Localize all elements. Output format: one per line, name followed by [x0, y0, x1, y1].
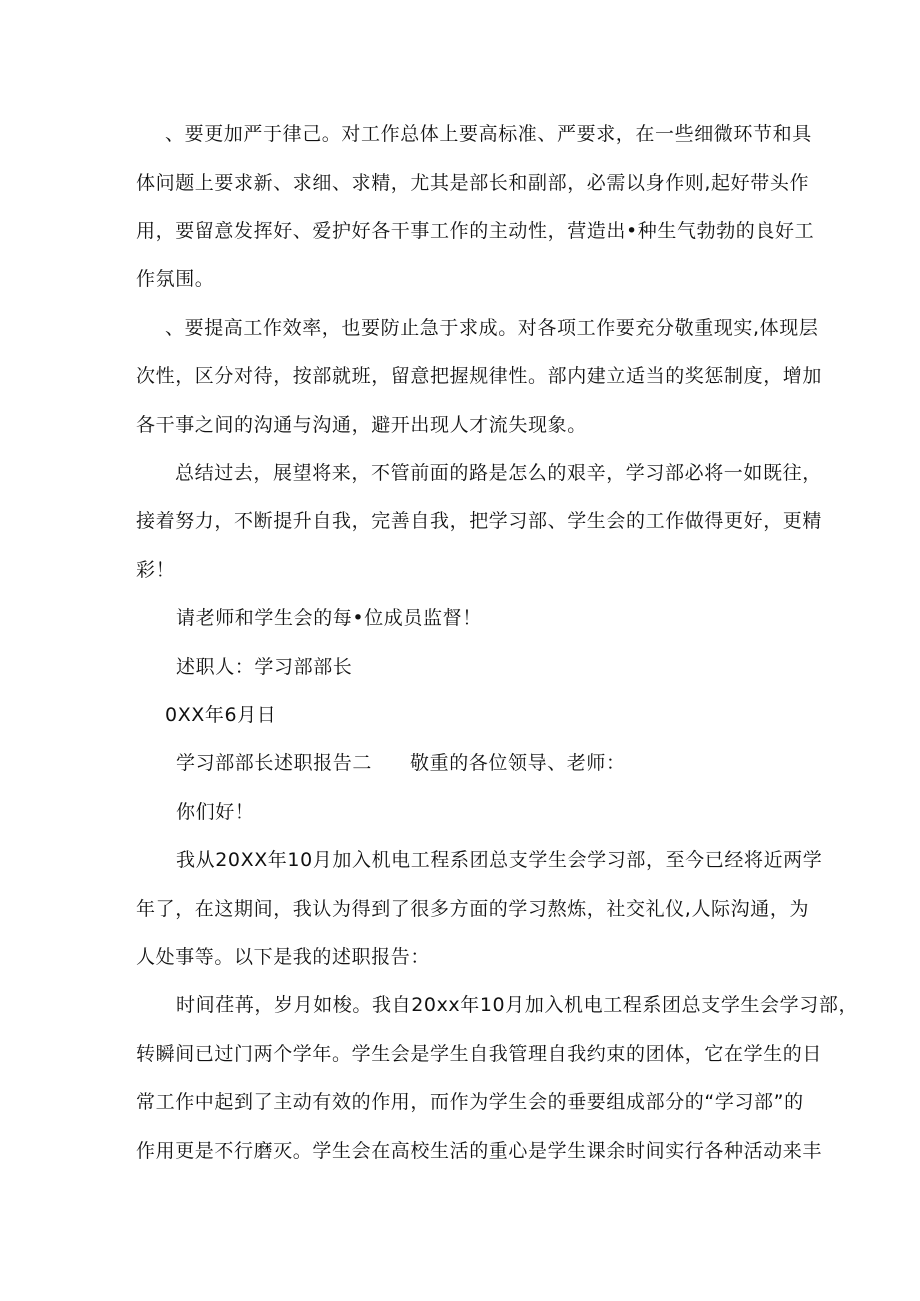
paragraph-10-line-3: 常工作中起到了主动有效的作用，而作为学生会的垂要组成部分的“学习部”的 — [136, 1091, 804, 1113]
date-line: 0XX年6月日 — [165, 704, 277, 726]
paragraph-3-line-3: 彩！ — [136, 559, 176, 581]
greeting: 你们好！ — [176, 801, 255, 823]
paragraph-3-line-2: 接着努力，不断提升自我，完善自我，把学习部、学生会的工作做得更好，更精 — [136, 510, 823, 532]
paragraph-3-line-1: 总结过去，展望将来，不管前面的路是怎么的艰辛，学习部必将一如既往， — [175, 462, 822, 484]
paragraph-9-line-2: 年了，在这期间，我认为得到了很多方面的学习熬炼，社交礼仪,人际沟通，为 — [136, 898, 810, 920]
paragraph-10-line-2: 转瞬间已过门两个学年。学生会是学生自我管理自我约束的团体，它在学生的日 — [136, 1043, 823, 1065]
paragraph-2-line-1: 、要提高工作效率，也要防止急于求成。对各项工作要充分敬重现实,体现层 — [165, 317, 819, 339]
paragraph-1-line-1: 、要更加严于律己。对工作总体上要高标准、严要求，在一些细微环节和具 — [165, 123, 812, 145]
paragraph-9-line-1: 我从20XX年10月加入机电工程系团总支学生会学习部，至今已经将近两学 — [176, 849, 823, 871]
paragraph-1-line-4: 作氛围。 — [136, 268, 215, 290]
supervision-request: 请老师和学生会的每•位成员监督！ — [176, 607, 482, 629]
report-two-title: 学习部部长述职报告二 — [176, 752, 373, 774]
paragraph-1-line-2: 体问题上要求新、求细、求精，尤其是部长和副部，必需以身作则,起好带头作 — [136, 172, 810, 194]
paragraph-1-line-3: 用，要留意发挥好、爱护好各干事工作的主动性，营造出•种生气勃勃的良好工 — [136, 220, 815, 242]
paragraph-10-line-1: 时间荏苒，岁月如梭。我自20xx年10月加入机电工程系团总支学生会学习部， — [176, 994, 859, 1016]
paragraph-9-line-3: 人处事等。以下是我的述职报告： — [136, 946, 431, 968]
paragraph-10-line-4: 作用更是不行磨灭。学生会在高校生活的重心是学生课余时间实行各种活动来丰 — [136, 1140, 823, 1162]
paragraph-2-line-2: 次性，区分对待，按部就班，留意把握规律性。部内建立适当的奖惩制度，增加 — [136, 365, 823, 387]
paragraph-2-line-3: 各干事之间的沟通与沟通，避开出现人才流失现象。 — [136, 414, 587, 436]
signature-line: 述职人：学习部部长 — [176, 656, 353, 678]
salutation: 敬重的各位领导、老师： — [410, 752, 626, 774]
